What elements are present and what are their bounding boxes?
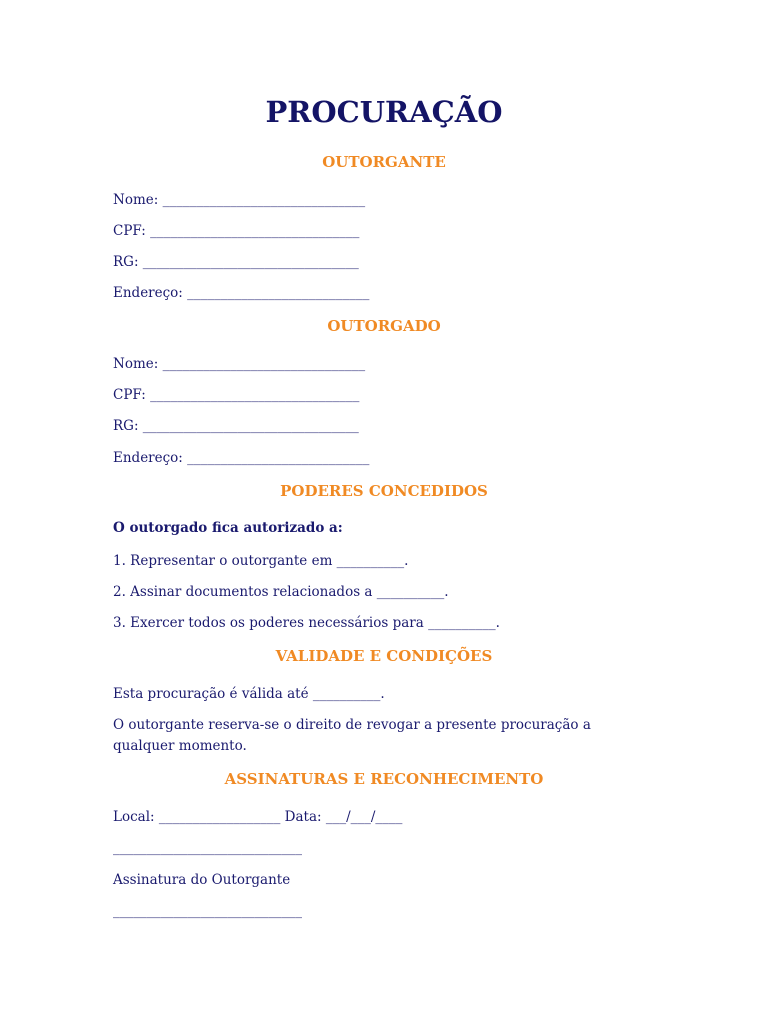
section-heading-assinaturas: ASSINATURAS E RECONHECIMENTO — [224, 770, 544, 788]
outorgante-cpf-field: CPF: _______________________________ — [113, 223, 360, 239]
section-heading-poderes: PODERES CONCEDIDOS — [280, 482, 488, 500]
outorgado-endereco-field: Endereço: ___________________________ — [113, 450, 370, 466]
section-heading-validade: VALIDADE E CONDIÇÕES — [275, 647, 493, 665]
signature-line-2: ____________________________ — [113, 903, 302, 919]
document-title: PROCURAÇÃO — [265, 95, 503, 129]
validade-line-1: Esta procuração é válida até __________. — [113, 686, 385, 702]
section-heading-outorgante: OUTORGANTE — [322, 153, 446, 171]
poderes-item-1: 1. Representar o outorgante em __________. — [113, 553, 409, 569]
section-heading-outorgado: OUTORGADO — [327, 317, 441, 335]
local-data-field: Local: __________________ Data: ___/___/____ — [113, 809, 403, 825]
poderes-intro: O outorgado fica autorizado a: — [113, 520, 343, 536]
signature-line-1: ____________________________ — [113, 840, 302, 856]
outorgante-endereco-field: Endereço: ___________________________ — [113, 285, 370, 301]
signature-label-outorgante: Assinatura do Outorgante — [113, 872, 291, 888]
outorgante-rg-field: RG: ________________________________ — [113, 254, 359, 270]
poderes-item-3: 3. Exercer todos os poderes necessários para __________. — [113, 615, 500, 631]
poderes-item-2: 2. Assinar documentos relacionados a __________. — [113, 584, 449, 600]
outorgado-cpf-field: CPF: _______________________________ — [113, 387, 360, 403]
outorgado-rg-field: RG: ________________________________ — [113, 418, 359, 434]
outorgante-nome-field: Nome: ______________________________ — [113, 192, 366, 208]
outorgado-nome-field: Nome: ______________________________ — [113, 356, 366, 372]
validade-line-2: O outorgante reserva-se o direito de revogar a presente procuração a qualquer momento. — [113, 717, 591, 754]
